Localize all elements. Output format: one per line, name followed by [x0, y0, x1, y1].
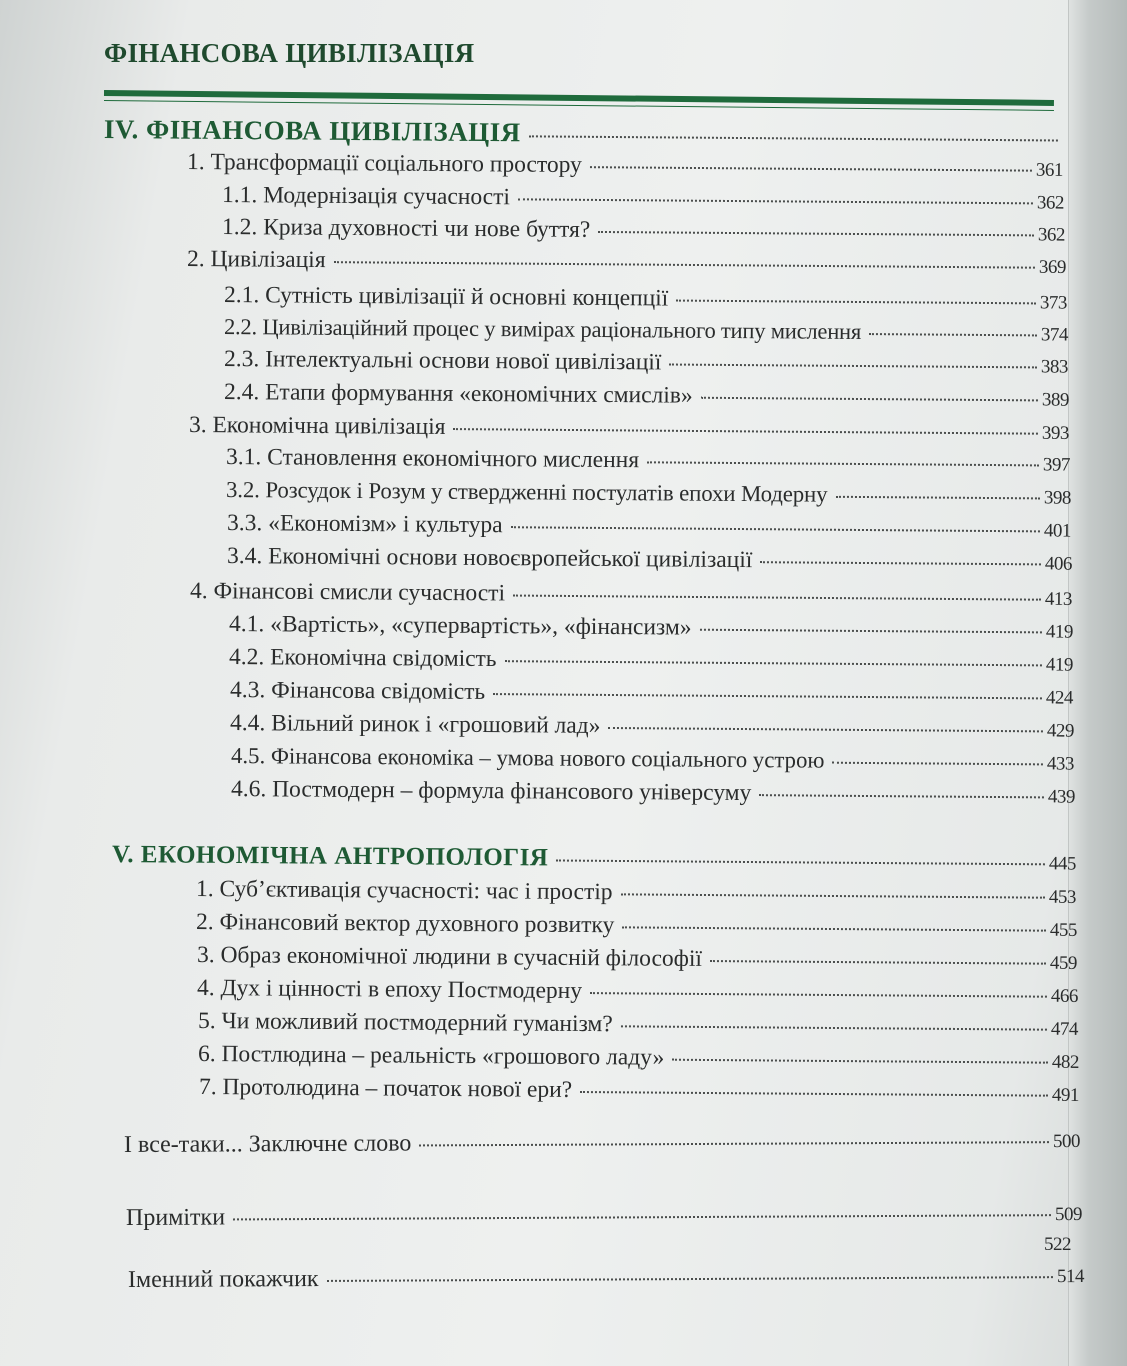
- toc-entry: [227, 541, 1072, 580]
- entry-title: 5. Чи можливий постмодерний гуманізм?: [197, 1008, 613, 1038]
- toc-entry: [229, 642, 1073, 681]
- toc-entry: [231, 774, 1075, 813]
- dot-leader: [505, 659, 1042, 666]
- dot-leader: [590, 165, 1032, 171]
- entry-title: 2. Фінансовий вектор духовного розвитку: [195, 909, 615, 939]
- entry-title: 3.3. «Економізм» і культура: [226, 510, 503, 539]
- entry-title: 4.1. «Вартість», «супервартість», «фінансизм»: [228, 611, 692, 641]
- page-number: 433: [1046, 753, 1075, 775]
- page-number: 406: [1044, 553, 1073, 575]
- dot-leader: [835, 495, 1040, 500]
- page-number: 373: [1039, 292, 1068, 314]
- toc-entry: [227, 508, 1071, 547]
- page-number: 413: [1044, 588, 1073, 610]
- toc-end-index: [128, 1260, 1084, 1297]
- dot-leader: [676, 299, 1036, 305]
- dot-leader: [493, 692, 1042, 699]
- dot-leader: [327, 1275, 1053, 1282]
- dot-leader: [700, 628, 1042, 634]
- dot-leader: [556, 858, 1045, 865]
- page-number: 397: [1042, 454, 1071, 476]
- page-number: 466: [1050, 985, 1079, 1007]
- page-number: 424: [1045, 687, 1074, 709]
- dot-leader: [419, 1140, 1049, 1146]
- entry-title: 2.4. Етапи формування «економічних смислів»: [223, 379, 693, 409]
- entry-title: 2.2. Цивілізаційний процес у вимірах раціонального типу мислення: [223, 314, 862, 345]
- entry-title: 1. Трансформації соціального простору: [186, 149, 582, 179]
- dot-leader: [590, 991, 1047, 998]
- entry-title: 4. Дух і цінності в епоху Постмодерну: [196, 975, 583, 1005]
- entry-title: 1. Суб’єктивація сучасності: час і простір: [195, 876, 613, 906]
- entry-title: 2.3. Інтелектуальні основи нової цивілізації: [223, 346, 662, 376]
- toc-entry: [226, 442, 1070, 481]
- dot-leader: [621, 1024, 1047, 1030]
- section-title: IV. ФІНАНСОВА ЦИВІЛІЗАЦІЯ: [103, 114, 521, 148]
- page-number: 491: [1051, 1084, 1080, 1106]
- page-number: 419: [1045, 621, 1074, 643]
- page-number: 383: [1040, 356, 1069, 378]
- entry-title: 3.1. Становлення економічного мислення: [225, 444, 640, 474]
- toc-entry: [231, 741, 1074, 780]
- entry-title: 4.5. Фінансова економіка – умова нового соціального устрою: [230, 743, 825, 773]
- dot-leader: [233, 1213, 1051, 1220]
- toc-entry: [229, 609, 1073, 648]
- page-number: 429: [1046, 720, 1075, 742]
- dot-leader: [669, 362, 1037, 368]
- toc-entry: [226, 475, 1071, 514]
- orphan-page-number: 522: [1044, 1234, 1071, 1255]
- entry-title: 4.6. Постмодерн – формула фінансового універсуму: [230, 776, 752, 807]
- page-number: 445: [1048, 853, 1077, 875]
- dot-leader: [760, 560, 1041, 565]
- entry-title: 3.2. Розсудок і Розум у ствердженні постулатів епохи Модерну: [225, 477, 828, 507]
- dot-leader: [701, 396, 1038, 402]
- dot-leader: [608, 726, 1043, 732]
- dot-leader: [580, 1090, 1048, 1097]
- toc-end-notes: [126, 1198, 1082, 1235]
- dot-leader: [513, 594, 1041, 601]
- page-number: 453: [1048, 886, 1077, 908]
- entry-title: 3.4. Економічні основи новоєвропейської цивілізації: [226, 543, 753, 574]
- page-number: 509: [1054, 1203, 1083, 1226]
- entry-title: Примітки: [125, 1204, 226, 1231]
- section-title: V. ЕКОНОМІЧНА АНТРОПОЛОГІЯ: [111, 841, 549, 872]
- entry-title: 4. Фінансові смисли сучасності: [189, 578, 506, 607]
- dot-leader: [453, 427, 1038, 435]
- entry-title: 7. Протолюдина – початок нової ери?: [198, 1074, 573, 1103]
- page-number: 500: [1052, 1130, 1081, 1153]
- dot-leader: [759, 793, 1044, 798]
- toc-end-conclusion: [124, 1125, 1080, 1162]
- entry-title: 4.4. Вільний ринок і «грошовий лад»: [229, 710, 601, 739]
- page-number: 362: [1037, 224, 1066, 246]
- page-number: 482: [1051, 1051, 1080, 1073]
- page-number: 459: [1049, 952, 1078, 974]
- dot-leader: [621, 892, 1045, 898]
- dot-leader: [672, 1058, 1048, 1064]
- page-number: 374: [1040, 324, 1069, 346]
- entry-title: 6. Постлюдина – реальність «грошового ладу»: [197, 1041, 665, 1071]
- dot-leader: [529, 134, 1058, 141]
- page-number: 455: [1049, 919, 1078, 941]
- page-number: 474: [1050, 1018, 1079, 1040]
- page-number: 393: [1041, 422, 1070, 444]
- dot-leader: [511, 525, 1040, 532]
- entry-title: 3. Економічна цивілізація: [188, 412, 446, 441]
- entry-title: 1.2. Криза духовності чи нове буття?: [221, 214, 591, 243]
- entry-title: 1.1. Модернізація сучасності: [221, 182, 511, 211]
- dot-leader: [710, 959, 1046, 965]
- page-number: 401: [1043, 520, 1072, 542]
- dot-leader: [518, 197, 1033, 204]
- entry-title: 4.3. Фінансова свідомість: [229, 677, 486, 706]
- dot-leader: [334, 260, 1035, 269]
- dot-leader: [598, 230, 1034, 236]
- dot-leader: [869, 332, 1037, 336]
- entry-title: 2.1. Сутність цивілізації й основні концепції: [223, 282, 669, 312]
- page-number: 419: [1045, 654, 1074, 676]
- toc-entry: [187, 244, 1066, 283]
- toc-entry: [199, 1072, 1079, 1111]
- dot-leader: [622, 925, 1046, 931]
- toc-entry: [224, 377, 1069, 416]
- page-number: 361: [1035, 159, 1064, 181]
- dot-leader: [647, 460, 1039, 466]
- page-number: 514: [1056, 1265, 1085, 1288]
- entry-title: 2. Цивілізація: [186, 246, 326, 274]
- entry-title: 4.2. Економічна свідомість: [228, 644, 497, 673]
- page-number: 439: [1047, 786, 1076, 808]
- toc-entry: [230, 708, 1074, 747]
- page-number: 398: [1043, 487, 1072, 509]
- entry-title: І все-таки... Заключне слово: [123, 1130, 412, 1158]
- dot-leader: [832, 761, 1043, 766]
- entry-title: Іменний покажчик: [127, 1266, 319, 1293]
- page-number: 369: [1038, 256, 1067, 278]
- running-header: ФІНАНСОВА ЦИВІЛІЗАЦІЯ: [104, 38, 475, 68]
- page-number: 389: [1041, 389, 1070, 411]
- toc-entry: [230, 675, 1073, 714]
- entry-title: 3. Образ економічної людини в сучасній філософії: [196, 942, 703, 972]
- toc-section-iv: [104, 114, 1062, 152]
- toc-entry: [224, 344, 1068, 383]
- page-number: 362: [1036, 192, 1065, 214]
